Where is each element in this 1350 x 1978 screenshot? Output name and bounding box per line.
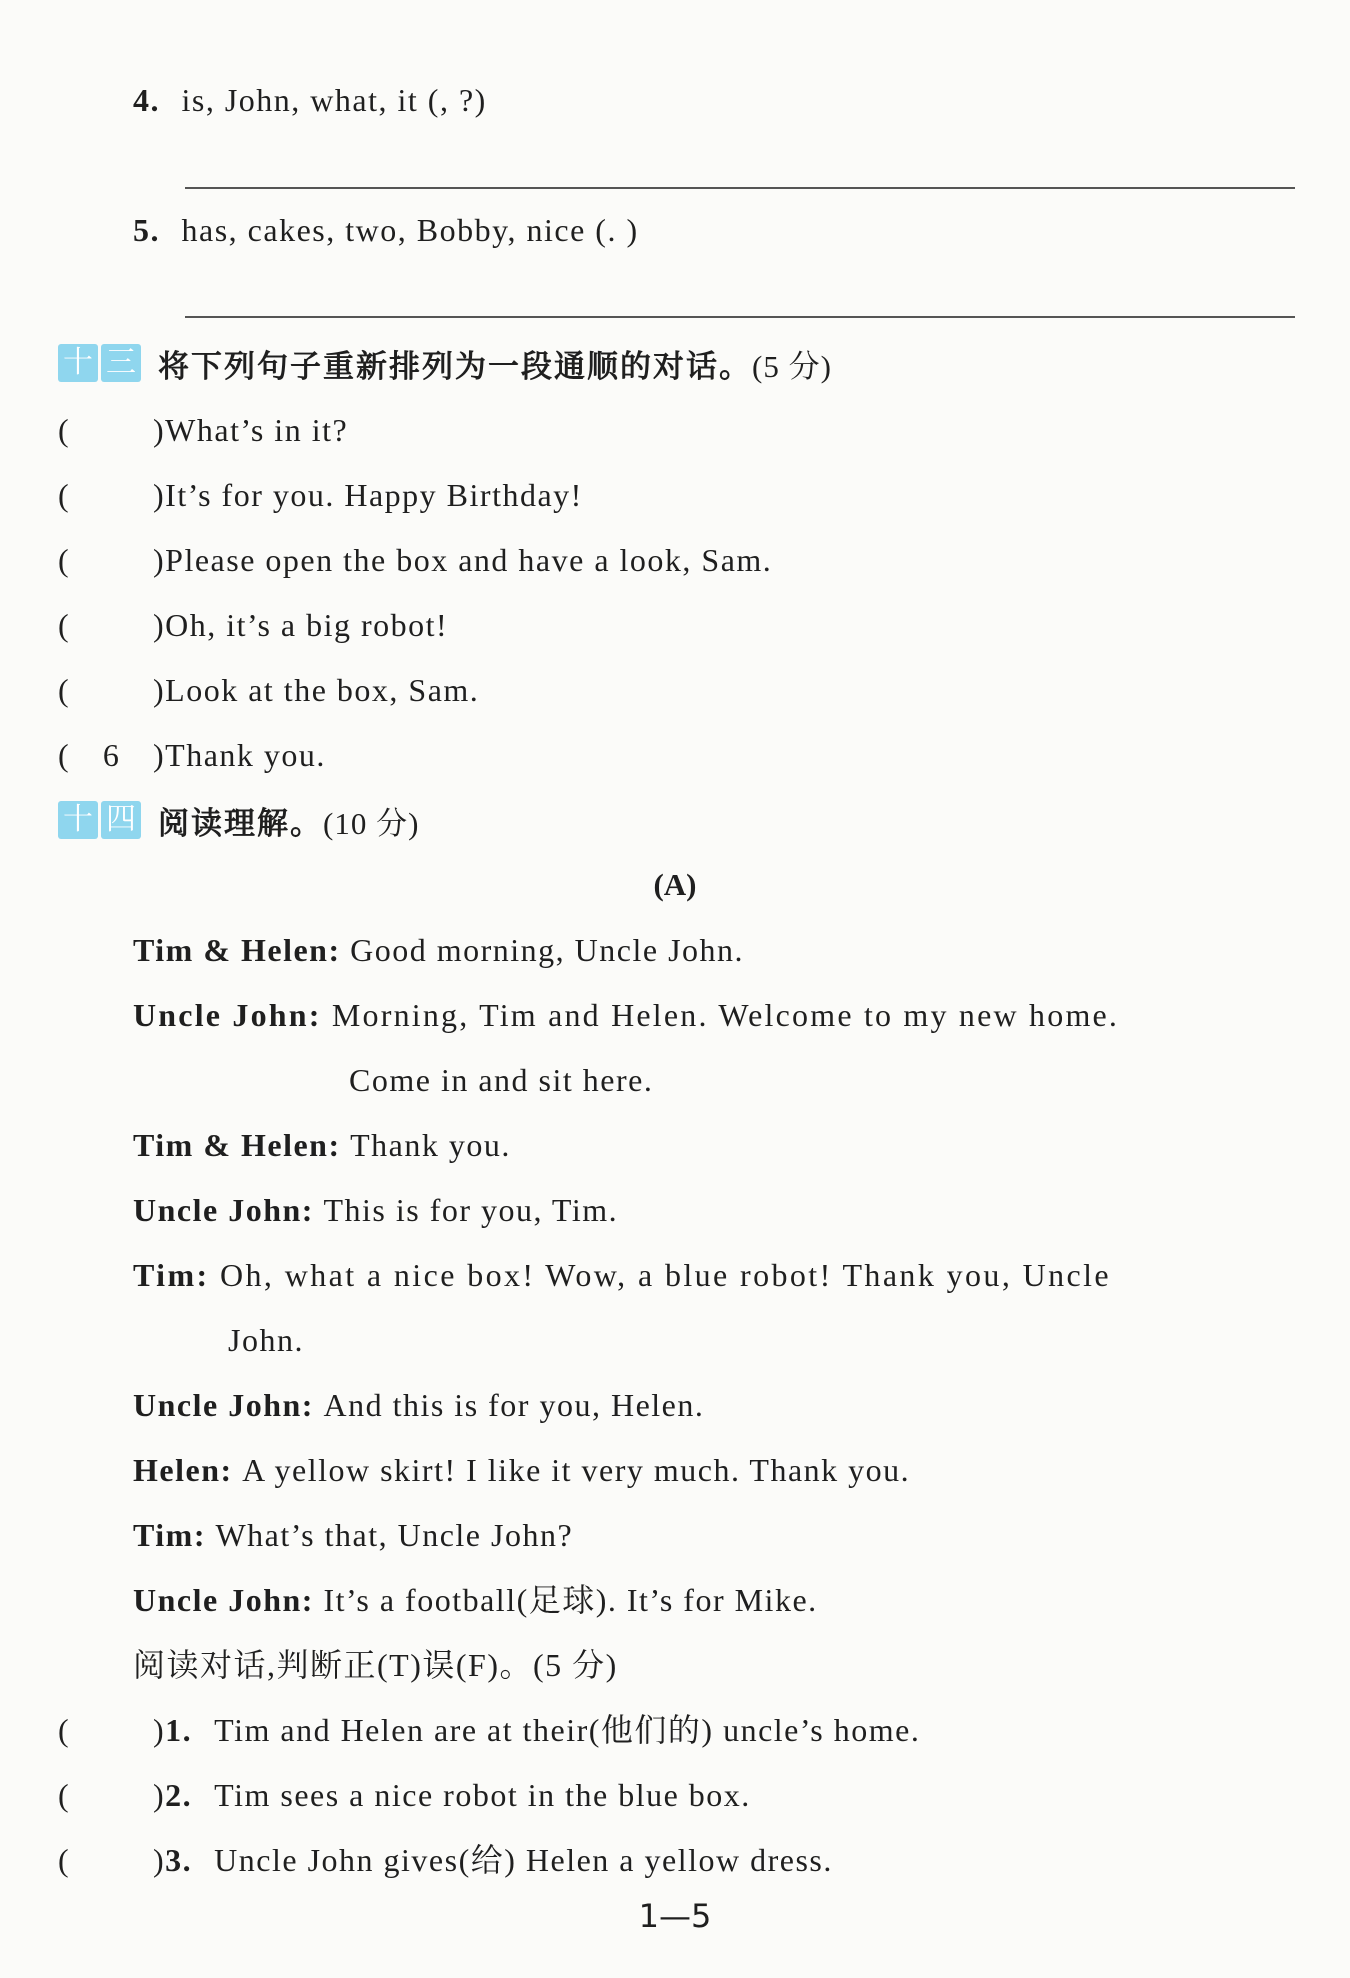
order-item: ( )Please open the box and have a look, Sam.	[58, 542, 773, 578]
order-item-text: )Please open the box and have a look, Sam.	[153, 542, 773, 578]
dialogue-text: Thank you.	[350, 1127, 511, 1163]
order-item: ( )It’s for you. Happy Birthday!	[58, 477, 583, 513]
question-words: is, John, what, it (, ?)	[181, 82, 487, 118]
tf-question: ( ) 3. Uncle John gives(给) Helen a yellow dress.	[58, 1842, 833, 1878]
dialogue-text: Good morning, Uncle John.	[350, 932, 745, 968]
dialogue-line: Tim & Helen: Thank you.	[133, 1127, 511, 1163]
order-item: ( )Oh, it’s a big robot!	[58, 607, 449, 643]
dialogue-text: And this is for you, Helen.	[323, 1387, 705, 1423]
dialogue-line: Uncle John: It’s a football(足球). It’s for Mike.	[133, 1582, 818, 1618]
order-item: ( 6 )Thank you.	[58, 737, 326, 773]
question-words: has, cakes, two, Bobby, nice (. )	[181, 212, 639, 248]
speaker: Tim	[133, 1517, 194, 1553]
dialogue-text: Oh, what a nice box! Wow, a blue robot! Thank you, Uncle	[219, 1257, 1112, 1293]
order-item: ( )Look at the box, Sam.	[58, 672, 480, 708]
dialogue-line: Tim: Oh, what a nice box! Wow, a blue robot! Thank you, Uncle	[133, 1257, 1112, 1293]
answer-blank[interactable]	[70, 1840, 153, 1880]
answer-blank[interactable]	[70, 1775, 153, 1815]
speaker: Uncle John	[133, 1192, 302, 1228]
question-number: 3.	[165, 1842, 193, 1878]
answer-line[interactable]	[185, 187, 1295, 189]
question-number: 5.	[133, 212, 160, 248]
dialogue-text: A yellow skirt! I like it very much. Thank you.	[242, 1452, 911, 1488]
dialogue-line: Tim & Helen: Good morning, Uncle John.	[133, 932, 745, 968]
speaker: Tim & Helen	[133, 932, 329, 968]
answer-blank[interactable]	[70, 605, 153, 645]
dialogue-continuation: Come in and sit here.	[349, 1062, 654, 1098]
tf-question: ( ) 1. Tim and Helen are at their(他们的) uncle’s home.	[58, 1712, 921, 1748]
answer-blank[interactable]	[70, 1710, 153, 1750]
speaker: Tim & Helen	[133, 1127, 329, 1163]
order-item-text: )What’s in it?	[153, 412, 349, 448]
question-text: Tim and Helen are at their(他们的) uncle’s home.	[214, 1712, 921, 1748]
question-text: Uncle John gives(给) Helen a yellow dress.	[214, 1842, 833, 1878]
order-item-text: )Thank you.	[153, 737, 326, 773]
answer-line[interactable]	[185, 316, 1295, 318]
dialogue-line: Tim: What’s that, Uncle John?	[133, 1517, 574, 1553]
dialogue-line: Helen: A yellow skirt! I like it very much. Thank you.	[133, 1452, 911, 1488]
question-number: 4.	[133, 82, 160, 118]
tf-instruction: 阅读对话,判断正(T)误(F)。(5 分)	[133, 1647, 618, 1683]
answer-blank[interactable]	[70, 475, 153, 515]
dialogue-text: Morning, Tim and Helen. Welcome to my new home.	[331, 997, 1120, 1033]
dialogue-text: It’s a football(足球). It’s for Mike.	[323, 1582, 818, 1618]
question-5	[133, 210, 639, 250]
page-number: 1—5	[638, 1897, 712, 1935]
dialogue-line: Uncle John: Morning, Tim and Helen. Welcome to my new home.	[133, 997, 1120, 1033]
section-number-badge: 十 三	[58, 344, 144, 382]
speaker: Helen	[133, 1452, 221, 1488]
tf-question: ( ) 2. Tim sees a nice robot in the blue box.	[58, 1777, 751, 1813]
section-title: 阅读理解。(10 分)	[158, 805, 420, 842]
order-item-text: )It’s for you. Happy Birthday!	[153, 477, 583, 513]
answer-blank[interactable]	[70, 670, 153, 710]
speaker: Uncle John	[133, 997, 309, 1033]
answer-blank[interactable]	[70, 410, 153, 450]
question-4	[133, 80, 487, 120]
section-14-header	[58, 798, 419, 842]
answer-blank[interactable]: 6	[102, 737, 121, 773]
question-number: 2.	[165, 1777, 193, 1813]
dialogue-text: What’s that, Uncle John?	[215, 1517, 574, 1553]
speaker: Uncle John	[133, 1582, 302, 1618]
speaker: Tim	[133, 1257, 197, 1293]
section-13-header	[58, 341, 832, 385]
order-item-text: )Look at the box, Sam.	[153, 672, 480, 708]
question-text: Tim sees a nice robot in the blue box.	[214, 1777, 751, 1813]
question-number: 1.	[165, 1712, 193, 1748]
answer-blank[interactable]	[70, 540, 153, 580]
section-title: 将下列句子重新排列为一段通顺的对话。(5 分)	[158, 348, 832, 385]
order-item: ( )What’s in it?	[58, 412, 349, 448]
dialogue-line: Uncle John: This is for you, Tim.	[133, 1192, 619, 1228]
dialogue-line: Uncle John: And this is for you, Helen.	[133, 1387, 705, 1423]
dialogue-text: This is for you, Tim.	[323, 1192, 619, 1228]
order-item-text: )Oh, it’s a big robot!	[153, 607, 449, 643]
speaker: Uncle John	[133, 1387, 302, 1423]
passage-label: (A)	[653, 867, 697, 902]
section-number-badge: 十 四	[58, 801, 144, 839]
dialogue-continuation: John.	[228, 1322, 304, 1358]
